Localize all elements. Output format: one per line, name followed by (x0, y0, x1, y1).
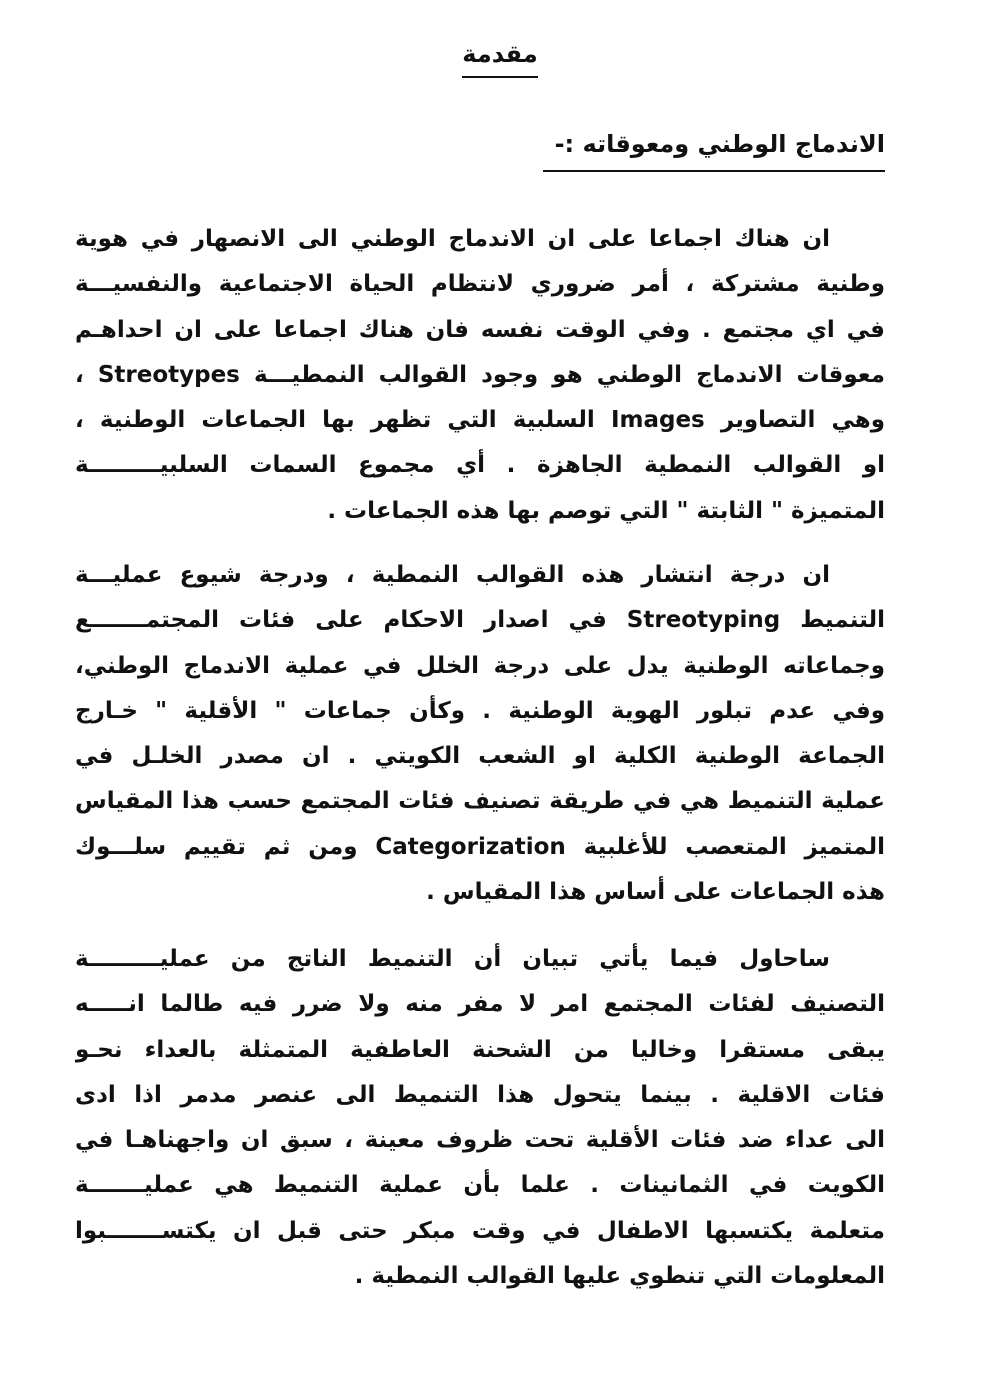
paragraph-1 (75, 217, 885, 534)
text-line: الجماعة الوطنية الكلية او الشعب الكويتي . ان مصدر الخلـل في (75, 743, 885, 770)
text-line: التنميط Streotyping في اصدار الاحكام على فئات المجتمـــــــع (75, 607, 885, 634)
section-heading: الاندماج الوطني ومعوقاته :- (543, 130, 885, 172)
text-line: متعلمة يكتسبها الاطفال في وقت مبكر حتى قبل ان يكتســـــــبوا (75, 1217, 885, 1244)
text-line: الى عداء ضد فئات الأقلية تحت ظروف معينة ، سبق ان واجهناهـا في (75, 1127, 885, 1154)
text-line: وجماعاته الوطنية يدل على درجة الخلل في عملية الاندماج الوطني، (75, 652, 885, 679)
text-line: ان درجة انتشار هذه القوالب النمطية ، ودرجة شيوع عمليـــة (75, 562, 830, 588)
text-line: وهي التصاوير Images السلبية التي تظهر بها الجماعات الوطنية ، (75, 407, 885, 434)
text-line: معوقات الاندماج الوطني هو وجود القوالب النمطيـــة Streotypes ، (75, 361, 885, 388)
text-line: فئات الاقلية . بينما يتحول هذا التنميط الى عنصر مدمر اذا ادى (75, 1081, 885, 1108)
text-line: المعلومات التي تنطوي عليها القوالب النمطية . (354, 1263, 885, 1290)
text-line: او القوالب النمطية الجاهزة . أي مجموع السمات السلبيـــــــــة (75, 452, 885, 479)
text-line: عملية التنميط هي في طريقة تصنيف فئات المجتمع حسب هذا المقياس (75, 788, 885, 815)
title-block (0, 40, 1000, 78)
text-line: وفي عدم تبلور الهوية الوطنية . وكأن جماعات " الأقلية " خـارج (75, 697, 885, 724)
text-line: يبقى مستقرا وخاليا من الشحنة العاطفية المتمثلة بالعداء نحـو (75, 1036, 885, 1063)
text-line: ساحاول فيما يأتي تبيان أن التنميط الناتج من عمليـــــــــة (75, 946, 830, 972)
text-line: وطنية مشتركة ، أمر ضروري لانتظام الحياة الاجتماعية والنفسيـــة (75, 271, 885, 298)
text-line: هذه الجماعات على أساس هذا المقياس . (426, 879, 885, 906)
text-line: المتميز المتعصب للأغلبية Categorization ومن ثم تقييم سلـــوك (75, 833, 885, 860)
text-line: ان هناك اجماعا على ان الاندماج الوطني الى الانصهار في هوية (75, 226, 830, 252)
text-line: التصنيف لفئات المجتمع امر لا مفر منه ولا ضرر فيه طالما انـــــه (75, 991, 885, 1018)
page-title: مقدمة (462, 40, 537, 78)
paragraph-2 (75, 553, 885, 915)
text-line: المتميزة " الثابتة " التي توصم بها هذه الجماعات . (327, 497, 885, 524)
text-line: الكويت في الثمانينات . علما بأن عملية التنميط هي عمليـــــــة (75, 1172, 885, 1199)
paragraph-3 (75, 937, 885, 1299)
text-line: في اي مجتمع . وفي الوقت نفسه فان هناك اجماعا على ان احداهـم (75, 316, 885, 343)
